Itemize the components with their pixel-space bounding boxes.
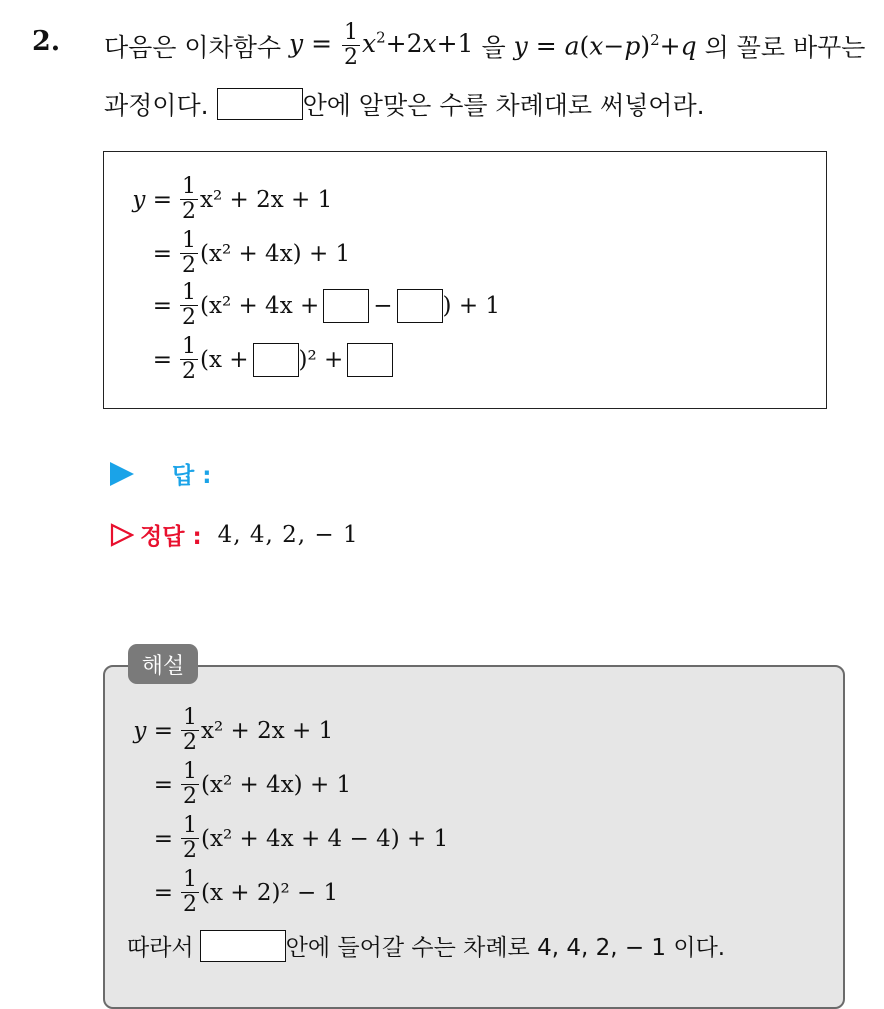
outline-triangle-icon — [110, 523, 134, 547]
play-triangle-icon — [110, 462, 134, 486]
question-text-start: 다음은 이차함수 — [104, 32, 281, 62]
problem-step-2: = $\frac{1}{2}$ (x² + 4x) + 1 — [152, 228, 351, 278]
blank-box — [397, 289, 443, 323]
question-text-line2-start: 과정이다. — [104, 91, 209, 120]
question-text-mid: 을 — [481, 32, 506, 62]
correct-answer-value: 4, 4, 2, − 1 — [217, 521, 359, 548]
question-text-line2-end: 안에 알맞은 수를 차례대로 써넣어라. — [302, 91, 705, 120]
correct-answer-row — [110, 518, 359, 551]
solution-tag: 해설 — [128, 644, 198, 684]
target-form-expression: $y = a(x-p)^2+q$ — [513, 30, 697, 61]
blank-box — [323, 289, 369, 323]
problem-step-1: y = $\frac{1}{2}$ x² + 2x + 1 — [132, 174, 333, 224]
solution-step-3: = $\frac{1}{2}$ (x² + 4x + 4 − 4) + 1 — [153, 813, 449, 863]
solution-step-1: y = $\frac{1}{2}$ x² + 2x + 1 — [133, 705, 334, 755]
blank-box — [200, 930, 286, 962]
solution-box — [103, 665, 845, 1009]
fraction-half: $\frac{1}{2}$ — [343, 20, 358, 70]
answer-row — [110, 457, 211, 490]
solution-conclusion: 따라서 안에 들어갈 수는 차례로 4, 4, 2, − 1 이다. — [127, 929, 725, 962]
question-line-1 — [104, 22, 865, 69]
correct-answer-label: 정답 : — [140, 524, 202, 550]
question-text-end: 의 꼴로 바꾸는 — [704, 32, 866, 62]
solution-step-4: = $\frac{1}{2}$ (x + 2)² − 1 — [153, 867, 339, 917]
question-line-2 — [104, 86, 705, 122]
blank-box — [217, 88, 303, 120]
problem-step-3: = $\frac{1}{2}$ (x² + 4x + − ) + 1 — [152, 280, 501, 330]
answer-label: 답 : — [172, 463, 212, 489]
solution-step-2: = $\frac{1}{2}$ (x² + 4x) + 1 — [153, 759, 352, 809]
blank-box — [253, 343, 299, 377]
problem-box — [103, 151, 827, 409]
blank-box — [347, 343, 393, 377]
function-expression: y = $\frac{1}{2}$ $x^2+2x+1$ — [289, 20, 474, 70]
question-number: 2. — [32, 26, 61, 57]
problem-step-4: = $\frac{1}{2}$ (x + )² + — [126, 336, 393, 383]
